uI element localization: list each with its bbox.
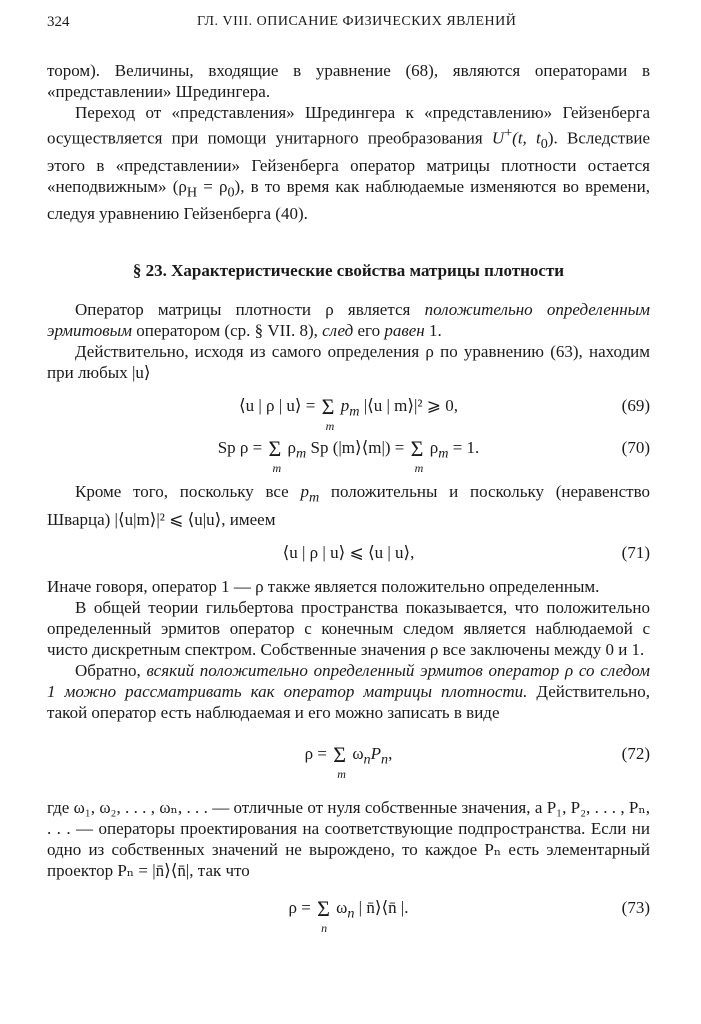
paragraph-7: В общей теории гильбертова пространства показывается, что положительно определенный эрмитов оператор с конечным следом является наблюдаемой с чисто дискретным спектром. Собственные значения ρ все заключены между 0 и 1. xyxy=(47,597,650,659)
equation-number: (73) xyxy=(621,897,650,917)
paragraph-8: Обратно, всякий положительно определенный эрмитов оператор ρ со следом 1 можно рассматривать как оператор матрицы плотности. Действительно, такой оператор есть наблюдаемая и его можно записать в виде xyxy=(47,660,651,722)
equation-number: (70) xyxy=(621,438,650,458)
equation-number: (71) xyxy=(621,542,650,562)
text-body xyxy=(47,60,650,933)
paragraph-2: Переход от «представления» Шредингера к «представлению» Гейзенберга осуществляется при помощи унитарного преобразования U+(t, $t_0$). Вследствие этого в «представлении» Гейзенберга оператор матрицы плотности остается «неподвижным» $(\rho_H = \rho_0)$, в то время как наблюдаемые изменяются во времени, следуя уравнению Гейзенберга (40). xyxy=(47,103,651,224)
paragraph-1: тором). Величины, входящие в уравнение (68), являются операторами в «представлении» Шредингера. xyxy=(47,61,650,101)
equation-70: Sp ρ = Σ m $\rho_m$ Sp (|m⟩⟨m|) = Σ m $\rho_m = 1$. (70) xyxy=(217,436,650,476)
equation-69: ⟨u | ρ | u⟩ = Σ m $p_m$ |⟨u | m⟩|² ⩾ 0, (69) xyxy=(239,394,650,434)
paragraph-9: где ω₁, ω₂, . . . , ωₙ, . . . — отличные от нуля собственные значения, а P₁, P₂, . . . , Pₙ, . . . — операторы проектирования на соответствующие подпространства. Если ни одно из собственных значений не вырождено, то каждое Pₙ есть элементарный проектор Pₙ = |n̄⟩⟨n̄|, так что xyxy=(47,797,650,880)
page-number: 324 xyxy=(47,14,70,30)
section-title: § 23. Характеристические свойства матрицы плотности xyxy=(132,261,565,281)
equation-73: ρ = Σ n $\omega_n$ | n̄⟩⟨n̄ |. (73) xyxy=(288,895,650,935)
paragraph-6: Иначе говоря, оператор 1 — ρ также является положительно определенным. xyxy=(47,576,600,596)
paragraph-4: Действительно, исходя из самого определения ρ по уравнению (63), находим при любых |u⟩ xyxy=(47,342,650,383)
page-header xyxy=(47,14,649,40)
paragraph-5: Кроме того, поскольку все $p_m$ положительны и поскольку (неравенство Шварца) |⟨u|m⟩|² ⩽ ⟨u|u⟩, имеем xyxy=(47,482,650,529)
equation-number: (69) xyxy=(621,396,650,416)
equation-71: ⟨u | ρ | u⟩ ⩽ ⟨u | u⟩, (71) xyxy=(282,542,650,562)
equation-number: (72) xyxy=(621,743,650,763)
equation-72: ρ = Σ m $\omega_nP_n$, (72) xyxy=(304,741,650,781)
running-title: ГЛ. VIII. ОПИСАНИЕ ФИЗИЧЕСКИХ ЯВЛЕНИЙ xyxy=(197,14,517,29)
paragraph-3: Оператор матрицы плотности ρ является положительно определенным эрмитовым оператором (ср. § VII. 8), след его равен 1. xyxy=(47,300,650,341)
